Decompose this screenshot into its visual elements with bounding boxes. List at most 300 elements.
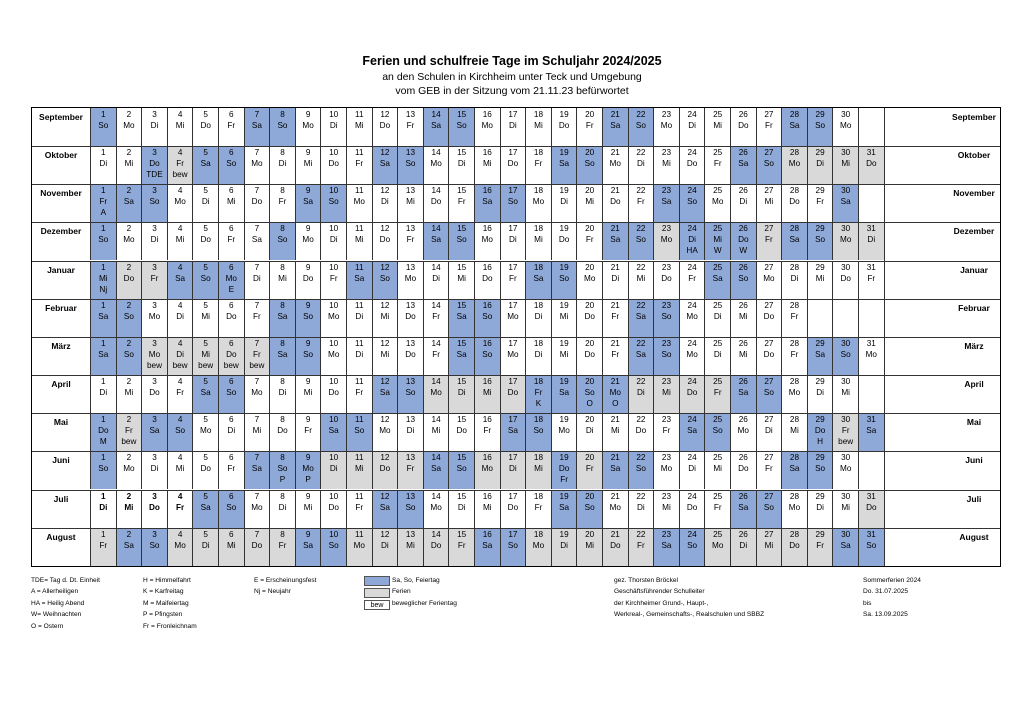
weekday: Sa: [175, 273, 186, 283]
legend-entry: K = Karfreitag: [143, 588, 184, 596]
weekday: So: [482, 311, 493, 321]
weekday: Fr: [585, 121, 594, 130]
day-cell: [320, 184, 346, 222]
day-cell: [320, 108, 346, 146]
day-cell: [474, 146, 500, 184]
day-number: 15: [457, 224, 467, 234]
day-cell: [807, 146, 833, 184]
day-cell: [397, 451, 423, 489]
weekday: Mo: [712, 540, 724, 550]
day-number: 2: [126, 453, 132, 463]
day-number: 2: [126, 110, 132, 119]
day-cell: [679, 222, 705, 260]
day-number: 5: [203, 224, 208, 234]
day-cell: [807, 337, 833, 375]
weekday: Sa: [123, 540, 134, 550]
day-number: 15: [457, 262, 467, 272]
month-row: [32, 451, 1000, 489]
weekday: Mo: [558, 426, 570, 436]
weekday: So: [507, 197, 518, 207]
month-row: [32, 375, 1000, 413]
day-number: 26: [738, 224, 748, 234]
day-number: 6: [229, 338, 234, 348]
weekday: Mo: [686, 349, 698, 359]
weekday: Mi: [278, 273, 287, 283]
day-number: 17: [508, 415, 518, 425]
day-cell: [832, 528, 858, 566]
weekday: Mi: [662, 388, 671, 398]
day-cell: [397, 299, 423, 337]
weekday: So: [840, 349, 851, 359]
day-cell: [90, 261, 116, 299]
day-number: 13: [405, 338, 416, 348]
day-cell: [141, 184, 167, 222]
weekday: Di: [176, 349, 184, 359]
day-cell: [244, 108, 270, 146]
day-number: 26: [738, 300, 748, 310]
note: A: [100, 208, 107, 218]
day-cell: [192, 528, 218, 566]
day-number: 19: [559, 186, 569, 196]
day-number: 12: [380, 338, 390, 348]
day-number: 18: [533, 186, 544, 196]
weekday: Sa: [277, 311, 288, 321]
day-number: 10: [329, 491, 339, 501]
day-cell: [500, 299, 526, 337]
legend-abbreviations-3: [254, 575, 317, 598]
day-number: 9: [305, 338, 311, 348]
weekday: Fr: [662, 426, 671, 436]
day-number: 4: [177, 262, 183, 272]
day-number: 14: [431, 148, 441, 158]
note: bew: [198, 360, 214, 370]
weekday: Mi: [610, 426, 620, 436]
day-cell: [167, 413, 193, 451]
day-cell: [116, 261, 142, 299]
weekday: Fr: [329, 273, 338, 283]
day-cell: [116, 528, 142, 566]
day-number: 23: [661, 110, 672, 119]
day-cell: [500, 528, 526, 566]
day-cell: [858, 108, 884, 146]
day-cell: [269, 375, 295, 413]
day-number: 28: [789, 377, 800, 387]
day-cell: [807, 413, 833, 451]
weekday: Mo: [481, 121, 493, 130]
month-row: [32, 337, 1000, 375]
day-cell: [730, 184, 756, 222]
day-number: 13: [405, 491, 416, 501]
day-cell: [602, 222, 628, 260]
weekday: Fr: [816, 197, 824, 207]
weekday: Mi: [713, 235, 722, 245]
day-number: 11: [355, 300, 364, 310]
day-number: 13: [405, 453, 416, 463]
day-number: 5: [203, 148, 208, 158]
weekday: Do: [507, 159, 519, 169]
signature-line: gez. Thorsten Bröckel: [614, 577, 679, 584]
weekday: Fr: [176, 388, 184, 398]
weekday: Fr: [253, 349, 261, 359]
weekday: Di: [381, 540, 389, 550]
day-number: 12: [380, 300, 390, 310]
weekday: Mo: [123, 464, 135, 474]
weekday: Fr: [534, 388, 543, 398]
weekday: So: [687, 197, 698, 207]
weekday: Sa: [251, 121, 262, 130]
day-number: 13: [405, 300, 416, 310]
month-label-right: Dezember: [953, 226, 995, 237]
weekday: So: [866, 540, 877, 550]
day-cell: [832, 222, 858, 260]
day-cell: [756, 146, 782, 184]
legend-color-key: [392, 575, 457, 609]
day-cell: [423, 299, 449, 337]
day-cell: [653, 299, 679, 337]
weekday: Do: [328, 502, 339, 512]
day-cell: [756, 375, 782, 413]
month-label-right: November: [953, 188, 995, 199]
day-cell: [141, 108, 167, 146]
day-cell: [858, 451, 884, 489]
weekday: So: [559, 273, 570, 283]
day-number: 16: [482, 186, 492, 196]
day-number: 15: [457, 300, 467, 310]
weekday: Fr: [816, 540, 824, 550]
month-row: [32, 146, 1000, 184]
day-cell: [90, 184, 116, 222]
day-number: 7: [254, 415, 260, 425]
day-cell: [551, 451, 577, 489]
day-cell: [500, 108, 526, 146]
day-cell: [551, 337, 577, 375]
day-number: 6: [229, 224, 234, 234]
weekday: So: [763, 502, 774, 512]
day-cell: [679, 108, 705, 146]
weekday: Di: [509, 121, 517, 130]
legend-entry: Nj = Neujahr: [254, 588, 291, 596]
day-cell: [423, 451, 449, 489]
weekday: Do: [482, 273, 493, 283]
day-number: 29: [815, 377, 825, 387]
day-cell: [500, 184, 526, 222]
day-cell: [474, 451, 500, 489]
day-number: 3: [152, 262, 157, 272]
day-cell: [141, 261, 167, 299]
day-number: 30: [841, 186, 851, 196]
day-number: 7: [254, 262, 260, 272]
legend-entry: Sa, So, Feiertag: [392, 577, 440, 584]
day-cell: [295, 528, 321, 566]
weekday: Mi: [764, 197, 774, 207]
weekday: Mo: [840, 121, 852, 130]
day-cell: [269, 261, 295, 299]
weekday: Mi: [354, 464, 364, 474]
month-row: [32, 261, 1000, 299]
day-cell: [474, 261, 500, 299]
day-cell: [730, 299, 756, 337]
day-cell: [90, 375, 116, 413]
day-cell: [551, 413, 577, 451]
note: O: [586, 399, 593, 409]
day-number: 11: [355, 491, 364, 501]
day-number: 24: [687, 110, 697, 119]
weekday: Fr: [176, 159, 184, 169]
day-number: 17: [508, 224, 518, 234]
day-number: 14: [431, 110, 441, 119]
note: M: [99, 437, 107, 447]
day-number: 19: [559, 110, 569, 119]
day-number: 5: [203, 262, 208, 272]
day-number: 13: [405, 224, 416, 234]
weekday: So: [226, 159, 237, 169]
day-cell: [807, 451, 833, 489]
weekday: Sa: [431, 464, 442, 474]
day-number: 26: [738, 377, 748, 387]
day-cell: [269, 146, 295, 184]
weekday: Do: [763, 311, 775, 321]
weekday: Mi: [201, 349, 210, 359]
day-cell: [448, 222, 474, 260]
day-cell: [346, 337, 372, 375]
day-cell: [116, 413, 142, 451]
day-cell: [474, 337, 500, 375]
day-cell: [116, 146, 142, 184]
weekday: Fr: [125, 426, 133, 436]
weekday: Sa: [379, 159, 390, 169]
day-number: 16: [482, 491, 492, 501]
weekday: Mo: [200, 426, 212, 436]
day-number: 4: [177, 453, 183, 463]
day-number: 10: [329, 110, 339, 119]
day-cell: [141, 490, 167, 528]
day-cell: [653, 337, 679, 375]
weekday: Fr: [483, 426, 492, 436]
day-number: 29: [815, 453, 825, 463]
day-number: 31: [866, 224, 876, 234]
day-number: 13: [405, 377, 416, 387]
weekday: Mo: [404, 273, 417, 283]
day-number: 27: [764, 338, 774, 348]
day-cell: [730, 108, 756, 146]
day-number: 24: [687, 529, 697, 539]
day-number: 16: [482, 148, 492, 158]
day-cell: [320, 299, 346, 337]
month-row: [32, 108, 1000, 146]
day-cell: [346, 528, 372, 566]
day-cell: [372, 146, 398, 184]
day-number: 19: [559, 415, 569, 425]
day-cell: [474, 375, 500, 413]
day-number: 7: [254, 186, 260, 196]
note: bew: [172, 170, 188, 180]
day-cell: [346, 184, 372, 222]
weekday: Fr: [278, 540, 287, 550]
day-number: 7: [254, 300, 260, 310]
weekday: Di: [278, 502, 287, 512]
weekday: Fr: [227, 235, 236, 245]
day-number: 12: [380, 491, 390, 501]
day-cell: [448, 375, 474, 413]
weekday: Do: [686, 502, 698, 512]
weekday: Di: [253, 273, 261, 283]
weekday: Mi: [559, 349, 569, 359]
day-cell: [244, 451, 270, 489]
day-number: 28: [789, 186, 800, 196]
day-cell: [269, 299, 295, 337]
weekday: Mo: [507, 311, 519, 321]
weekday: Mi: [482, 502, 492, 512]
day-cell: [756, 337, 782, 375]
weekday: Di: [534, 311, 543, 321]
day-number: 17: [508, 186, 518, 196]
day-cell: [372, 375, 398, 413]
note: TDE: [146, 170, 163, 180]
weekday: Mo: [788, 388, 801, 398]
day-cell: [653, 222, 679, 260]
day-cell: [781, 184, 807, 222]
day-cell: [730, 222, 756, 260]
weekday: Di: [227, 426, 236, 436]
day-number: 26: [738, 453, 748, 463]
day-cell: [448, 146, 474, 184]
day-cell: [525, 413, 551, 451]
day-cell: [218, 261, 244, 299]
day-cell: [474, 299, 500, 337]
weekday: Sa: [661, 540, 672, 550]
month-row: [32, 222, 1000, 260]
day-number: 2: [126, 377, 132, 387]
weekday: Mi: [841, 502, 850, 512]
day-cell: [500, 375, 526, 413]
weekday: Fr: [765, 121, 773, 130]
weekday: Fr: [534, 502, 543, 512]
weekday: Mo: [328, 349, 340, 359]
day-number: 23: [661, 377, 672, 387]
day-cell: [653, 490, 679, 528]
day-cell: [628, 222, 654, 260]
month-label-right: Mai: [966, 417, 982, 428]
day-number: 9: [305, 491, 311, 501]
day-number: 15: [457, 338, 467, 348]
day-cell: [218, 490, 244, 528]
day-cell: [551, 375, 577, 413]
weekday: So: [456, 464, 467, 474]
day-number: 27: [764, 148, 774, 158]
weekday: Sa: [507, 426, 518, 436]
weekday: Di: [739, 540, 748, 550]
weekday: Di: [278, 159, 287, 169]
day-number: 12: [380, 529, 390, 539]
day-cell: [116, 222, 142, 260]
day-number: 20: [585, 453, 595, 463]
weekday: Mo: [686, 311, 698, 321]
day-number: 6: [229, 186, 234, 196]
day-cell: [116, 108, 142, 146]
weekday: Sa: [815, 349, 826, 359]
weekday: Sa: [200, 159, 211, 169]
day-cell: [704, 146, 730, 184]
day-number: 7: [254, 148, 260, 158]
day-cell: [628, 108, 654, 146]
month-label-right: März: [964, 340, 984, 351]
day-cell: [781, 261, 807, 299]
day-number: 2: [126, 338, 132, 348]
weekday: Mo: [840, 464, 852, 474]
day-number: 15: [457, 529, 467, 539]
weekday: Do: [328, 388, 339, 398]
month-row: [32, 184, 1000, 222]
weekday: Do: [866, 159, 877, 169]
weekday: Di: [688, 464, 696, 474]
weekday: Mi: [124, 502, 134, 512]
weekday: Mi: [662, 502, 671, 512]
day-number: 16: [482, 377, 492, 387]
weekday: Do: [686, 388, 698, 398]
weekday: So: [635, 235, 646, 245]
day-cell: [397, 146, 423, 184]
day-number: 28: [789, 300, 800, 310]
day-cell: [397, 184, 423, 222]
day-number: 16: [482, 224, 492, 234]
weekday: Di: [278, 388, 287, 398]
weekday: So: [763, 388, 774, 398]
weekday: Do: [379, 121, 391, 130]
day-cell: [346, 413, 372, 451]
note: bew: [249, 360, 265, 370]
day-number: 1: [101, 338, 106, 348]
day-cell: [858, 490, 884, 528]
weekday: Di: [816, 388, 824, 398]
weekday: Mo: [148, 349, 161, 359]
weekday: Di: [585, 426, 594, 436]
weekday: Mo: [763, 273, 775, 283]
day-cell: [448, 184, 474, 222]
day-number: 23: [661, 148, 672, 158]
day-number: 29: [815, 415, 825, 425]
page-subtitle: an den Schulen in Kirchheim unter Teck und Umgebung: [382, 71, 642, 83]
day-number: 26: [738, 338, 748, 348]
weekday: Fr: [765, 464, 773, 474]
weekday: Di: [713, 349, 722, 359]
weekday: Mi: [303, 159, 313, 169]
day-cell: [90, 337, 116, 375]
day-number: 22: [636, 186, 646, 196]
day-cell: [576, 222, 602, 260]
day-cell: [116, 375, 142, 413]
weekday: Mi: [380, 349, 390, 359]
weekday: Fr: [150, 273, 159, 283]
day-cell: [781, 108, 807, 146]
weekday: Di: [534, 349, 543, 359]
day-cell: [704, 375, 730, 413]
day-number: 6: [229, 148, 234, 158]
day-cell: [295, 413, 321, 451]
weekday: Mo: [302, 235, 314, 245]
day-number: 20: [585, 491, 595, 501]
day-cell: [218, 222, 244, 260]
day-cell: [295, 146, 321, 184]
weekday: Mi: [354, 235, 364, 245]
day-number: 25: [713, 186, 723, 196]
day-cell: [525, 299, 551, 337]
day-cell: [218, 413, 244, 451]
day-cell: [602, 413, 628, 451]
weekday: Mo: [660, 235, 673, 245]
day-cell: [679, 184, 705, 222]
weekday: Do: [405, 311, 416, 321]
day-number: 1: [101, 110, 106, 119]
